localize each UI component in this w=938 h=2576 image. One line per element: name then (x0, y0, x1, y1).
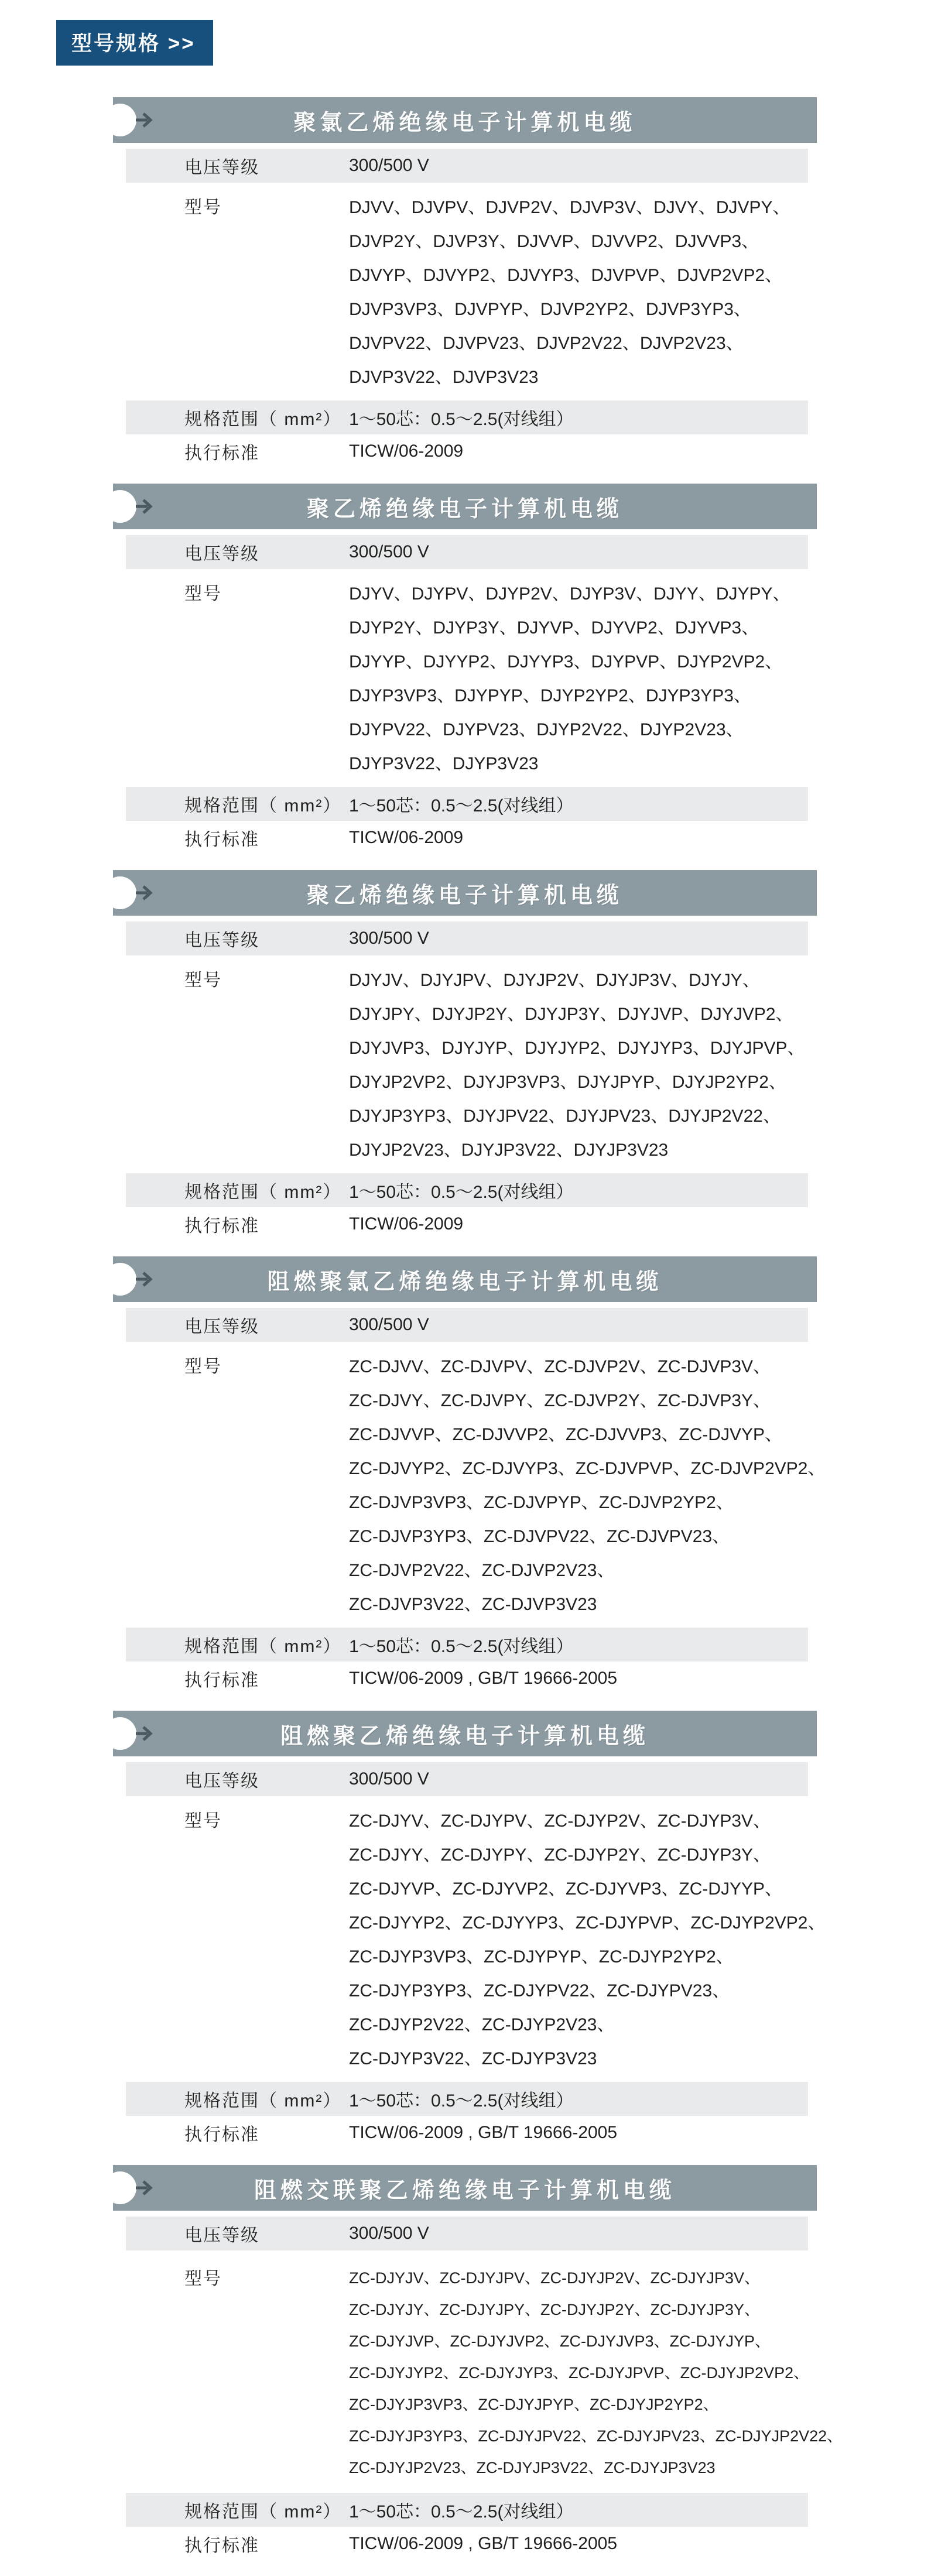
voltage-label: 电压等级 (184, 1772, 259, 1791)
spec-value: 1～50芯：0.5～2.5(对线组） (349, 1637, 574, 1656)
voltage-row (126, 922, 808, 955)
standard-label: 执行标准 (184, 1217, 259, 1236)
standard-value: TICW/06-2009 , GB/T 19666-2005 (349, 1669, 618, 1688)
model-lines (349, 191, 790, 395)
model-line: ZC-DJYJP2V23、ZC-DJYJP3V22、ZC-DJYJP3V23 (349, 2459, 716, 2476)
section-rows (126, 2217, 843, 2561)
model-label: 型号 (184, 1811, 222, 1831)
standard-value: TICW/06-2009 (349, 441, 464, 461)
bullet-circle-icon (113, 1263, 136, 1296)
voltage-value: 300/500 V (349, 929, 429, 948)
section-header-bar (113, 1256, 817, 1302)
spec-row (126, 1628, 808, 1662)
model-label: 型号 (184, 1357, 222, 1376)
model-label: 型号 (184, 971, 222, 990)
model-lines (349, 1350, 825, 1622)
page-title-badge: 型号规格 >> (56, 20, 213, 66)
section-title: 聚氯乙烯绝缘电子计算机电缆 (293, 110, 636, 135)
model-line: DJYV、DJYPV、DJYP2V、DJYP3V、DJYY、DJYPY、 (349, 584, 790, 604)
bullet-circle-icon (113, 1717, 136, 1750)
model-line: DJYP3VP3、DJYPYP、DJYP2YP2、DJYP3YP3、 (349, 686, 751, 705)
section-title: 阻燃交联聚乙烯绝缘电子计算机电缆 (254, 2178, 676, 2203)
standard-label: 执行标准 (184, 2125, 259, 2145)
model-lines (349, 1804, 825, 2076)
circle-arrow-right-icon (134, 2178, 153, 2197)
voltage-label: 电压等级 (184, 1317, 259, 1337)
model-line: DJVP2Y、DJVP3Y、DJVVP、DJVVP2、DJVVP3、 (349, 232, 759, 251)
circle-arrow-right-icon (134, 497, 153, 516)
standard-row (126, 2116, 808, 2150)
model-label: 型号 (184, 198, 222, 217)
standard-value: TICW/06-2009 , GB/T 19666-2005 (349, 2534, 618, 2553)
section-title: 聚乙烯绝缘电子计算机电缆 (306, 883, 623, 908)
model-line: ZC-DJVP3YP3、ZC-DJVPV22、ZC-DJVPV23、 (349, 1527, 730, 1546)
standard-row (126, 821, 808, 855)
model-line: ZC-DJYYP2、ZC-DJYYP3、ZC-DJYPVP、ZC-DJYP2VP2、 (349, 1913, 826, 1933)
voltage-label: 电压等级 (184, 931, 259, 950)
circle-arrow-right-icon (134, 111, 153, 129)
model-line: DJYJP3YP3、DJYJPV22、DJYJPV23、DJYJP2V22、 (349, 1107, 780, 1126)
spec-row (126, 2082, 808, 2116)
model-line: ZC-DJYP3VP3、ZC-DJYPYP、ZC-DJYP2YP2、 (349, 1947, 734, 1967)
model-line: ZC-DJYY、ZC-DJYPY、ZC-DJYP2Y、ZC-DJYP3Y、 (349, 1845, 771, 1865)
model-line: ZC-DJVP3V22、ZC-DJVP3V23 (349, 1595, 597, 1614)
section-rows (126, 149, 808, 468)
circle-arrow-right-icon (134, 883, 153, 902)
model-line: ZC-DJYP2V22、ZC-DJYP2V23、 (349, 2015, 615, 2034)
section-header-bar (113, 2165, 817, 2211)
spec-value: 1～50芯：0.5～2.5(对线组） (349, 2502, 574, 2522)
model-line: ZC-DJVYP2、ZC-DJVYP3、ZC-DJVPVP、ZC-DJVP2VP2、 (349, 1459, 826, 1478)
voltage-value: 300/500 V (349, 1315, 429, 1334)
voltage-value: 300/500 V (349, 2224, 429, 2243)
standard-row (126, 1662, 808, 1695)
voltage-row (126, 1308, 808, 1342)
model-line: ZC-DJVP2V22、ZC-DJVP2V23、 (349, 1561, 615, 1580)
model-line: DJVP3VP3、DJVPYP、DJVP2YP2、DJVP3YP3、 (349, 300, 751, 319)
cable-section (113, 2165, 843, 2561)
spec-value: 1～50芯：0.5～2.5(对线组） (349, 2091, 574, 2111)
voltage-label: 电压等级 (184, 544, 259, 564)
standard-row (126, 1207, 808, 1241)
model-line: ZC-DJYJV、ZC-DJYJPV、ZC-DJYJP2V、ZC-DJYJP3V、 (349, 2269, 761, 2287)
section-header-bar (113, 484, 817, 529)
model-line: ZC-DJVY、ZC-DJVPY、ZC-DJVP2Y、ZC-DJVP3Y、 (349, 1391, 771, 1410)
model-lines (349, 2262, 843, 2483)
cable-section (113, 1256, 826, 1695)
standard-label: 执行标准 (184, 444, 259, 463)
model-row (126, 1796, 826, 2082)
spec-value: 1～50芯：0.5～2.5(对线组） (349, 1183, 574, 1202)
model-line: DJYYP、DJYYP2、DJYYP3、DJYPVP、DJYP2VP2、 (349, 652, 783, 672)
voltage-row (126, 1762, 808, 1796)
standard-row (126, 434, 808, 468)
voltage-value: 300/500 V (349, 1769, 429, 1789)
standard-label: 执行标准 (184, 1671, 259, 1690)
standard-row (126, 2527, 808, 2561)
model-line: ZC-DJYJP3YP3、ZC-DJYJPV22、ZC-DJYJPV23、ZC-DJYJP2V22、 (349, 2427, 843, 2445)
model-line: DJYJP2VP2、DJYJP3VP3、DJYJPYP、DJYJP2YP2、 (349, 1073, 786, 1092)
section-title: 聚乙烯绝缘电子计算机电缆 (306, 496, 623, 522)
model-line: ZC-DJYJY、ZC-DJYJPY、ZC-DJYJP2Y、ZC-DJYJP3Y、 (349, 2301, 761, 2318)
section-rows (126, 922, 808, 1241)
section-rows (126, 1762, 826, 2150)
spec-row (126, 1173, 808, 1207)
model-lines (349, 964, 805, 1167)
model-line: DJVP3V22、DJVP3V23 (349, 368, 539, 387)
cable-section (113, 484, 817, 855)
cable-section (113, 870, 817, 1241)
model-label: 型号 (184, 2269, 222, 2289)
voltage-label: 电压等级 (184, 2226, 259, 2245)
section-header-bar (113, 97, 817, 143)
section-title: 阻燃聚乙烯绝缘电子计算机电缆 (280, 1724, 649, 1749)
spec-label: 规格范围（ mm²） (184, 1183, 342, 1202)
voltage-label: 电压等级 (184, 158, 259, 177)
cable-section (113, 97, 817, 468)
model-label: 型号 (184, 584, 222, 604)
model-line: DJVYP、DJVYP2、DJVYP3、DJVPVP、DJVP2VP2、 (349, 266, 783, 285)
model-row (126, 2250, 843, 2493)
voltage-value: 300/500 V (349, 542, 429, 561)
model-line: ZC-DJYP3V22、ZC-DJYP3V23 (349, 2049, 597, 2068)
spec-label: 规格范围（ mm²） (184, 796, 342, 816)
circle-arrow-right-icon (134, 1724, 153, 1743)
spec-value: 1～50芯：0.5～2.5(对线组） (349, 410, 574, 429)
section-header-bar (113, 870, 817, 916)
spec-label: 规格范围（ mm²） (184, 410, 342, 429)
model-line: DJYJPY、DJYJP2Y、DJYJP3Y、DJYJVP、DJYJVP2、 (349, 1005, 793, 1024)
voltage-row (126, 149, 808, 183)
bullet-circle-icon (113, 876, 136, 909)
model-line: ZC-DJVP3VP3、ZC-DJVPYP、ZC-DJVP2YP2、 (349, 1493, 734, 1512)
model-line: ZC-DJYJYP2、ZC-DJYJYP3、ZC-DJYJPVP、ZC-DJYJP2VP2、 (349, 2364, 810, 2382)
model-line: DJYPV22、DJYPV23、DJYP2V22、DJYP2V23、 (349, 720, 744, 739)
model-line: DJVV、DJVPV、DJVP2V、DJVP3V、DJVY、DJVPY、 (349, 198, 790, 217)
standard-label: 执行标准 (184, 2536, 259, 2556)
model-line: DJYP2Y、DJYP3Y、DJYVP、DJYVP2、DJYVP3、 (349, 618, 759, 638)
spec-row (126, 400, 808, 434)
model-line: DJYP3V22、DJYP3V23 (349, 754, 539, 773)
circle-arrow-right-icon (134, 1270, 153, 1289)
section-title: 阻燃聚氯乙烯绝缘电子计算机电缆 (267, 1269, 663, 1294)
model-line: DJYJP2V23、DJYJP3V22、DJYJP3V23 (349, 1140, 669, 1160)
cable-section (113, 1711, 826, 2150)
spec-value: 1～50芯：0.5～2.5(对线组） (349, 796, 574, 816)
model-row (126, 955, 808, 1173)
model-row (126, 569, 808, 787)
bullet-circle-icon (113, 104, 136, 136)
spec-label: 规格范围（ mm²） (184, 2502, 342, 2522)
voltage-value: 300/500 V (349, 156, 429, 175)
spec-row (126, 2493, 808, 2527)
model-line: ZC-DJYJVP、ZC-DJYJVP2、ZC-DJYJVP3、ZC-DJYJYP、 (349, 2332, 771, 2350)
model-row (126, 1342, 826, 1628)
standard-value: TICW/06-2009 , GB/T 19666-2005 (349, 2123, 618, 2142)
model-line: ZC-DJYJP3VP3、ZC-DJYJPYP、ZC-DJYJP2YP2、 (349, 2396, 719, 2413)
model-line: DJVPV22、DJVPV23、DJVP2V22、DJVP2V23、 (349, 334, 744, 353)
spec-row (126, 787, 808, 821)
model-line: DJYJV、DJYJPV、DJYJP2V、DJYJP3V、DJYJY、 (349, 971, 760, 990)
standard-value: TICW/06-2009 (349, 828, 464, 847)
bullet-circle-icon (113, 490, 136, 523)
standard-value: TICW/06-2009 (349, 1214, 464, 1234)
model-line: ZC-DJVVP、ZC-DJVVP2、ZC-DJVVP3、ZC-DJVYP、 (349, 1425, 783, 1444)
section-rows (126, 535, 808, 855)
model-line: DJYJVP3、DJYJYP、DJYJYP2、DJYJYP3、DJYJPVP、 (349, 1039, 805, 1058)
spec-label: 规格范围（ mm²） (184, 2091, 342, 2111)
model-line: ZC-DJYV、ZC-DJYPV、ZC-DJYP2V、ZC-DJYP3V、 (349, 1811, 771, 1831)
voltage-row (126, 2217, 808, 2250)
model-lines (349, 577, 790, 781)
model-line: ZC-DJYP3YP3、ZC-DJYPV22、ZC-DJYPV23、 (349, 1981, 730, 2000)
sections-container (113, 97, 843, 2576)
spec-label: 规格范围（ mm²） (184, 1637, 342, 1656)
section-rows (126, 1308, 826, 1695)
standard-label: 执行标准 (184, 830, 259, 849)
section-header-bar (113, 1711, 817, 1756)
model-line: ZC-DJVV、ZC-DJVPV、ZC-DJVP2V、ZC-DJVP3V、 (349, 1357, 771, 1376)
bullet-circle-icon (113, 2171, 136, 2204)
model-line: ZC-DJYVP、ZC-DJYVP2、ZC-DJYVP3、ZC-DJYYP、 (349, 1879, 783, 1899)
voltage-row (126, 535, 808, 569)
model-row (126, 183, 808, 400)
